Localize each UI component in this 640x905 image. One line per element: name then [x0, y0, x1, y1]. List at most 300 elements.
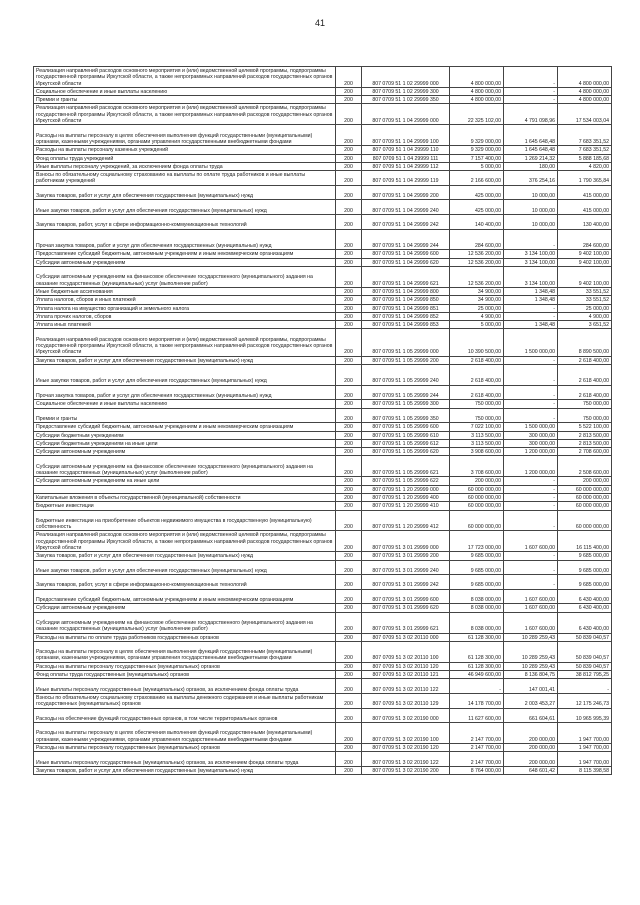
- row-admin-code: 200: [336, 146, 362, 154]
- row-executed-amount: 300 000,00: [504, 439, 558, 447]
- row-classification-code: 807 0709 51 1 05 29999 200: [362, 356, 450, 364]
- table-row: [34, 229, 612, 250]
- table-row: [34, 708, 612, 723]
- row-admin-code: 200: [336, 766, 362, 774]
- row-name: Закупка товаров, работ, услуг в сфере информационно-коммуникационных технологий: [34, 575, 336, 590]
- table-row: [34, 439, 612, 447]
- row-approved-amount: 2 166 600,00: [450, 171, 504, 186]
- row-admin-code: 200: [336, 162, 362, 170]
- row-classification-code: 807 0709 51 1 04 29999 119: [362, 171, 450, 186]
- row-executed-amount: 10 289 259,43: [504, 641, 558, 662]
- row-remaining-amount: 38 812 795,25: [558, 671, 612, 679]
- row-admin-code: 200: [336, 304, 362, 312]
- row-approved-amount: -: [450, 679, 504, 694]
- row-admin-code: 200: [336, 125, 362, 146]
- row-executed-amount: -: [504, 502, 558, 510]
- row-approved-amount: 2 147 700,00: [450, 723, 504, 744]
- table-row: [34, 510, 612, 531]
- row-classification-code: 807 0709 51 3 02 20190 122: [362, 752, 450, 767]
- table-row: [34, 752, 612, 767]
- row-classification-code: 807 0709 51 1 20 29999 410: [362, 502, 450, 510]
- table-row: [34, 385, 612, 400]
- row-name: Реализация направлений расходов основного мероприятия и (или) ведомственной целевой программы, подпрограммы государственной программы Иркутской области, а также непрограммных направлений расходов государственных органов Иркутской области: [34, 67, 336, 88]
- row-executed-amount: 1 348,48: [504, 296, 558, 304]
- row-admin-code: 200: [336, 589, 362, 604]
- row-remaining-amount: 33 551,52: [558, 296, 612, 304]
- row-approved-amount: 17 723 000,00: [450, 531, 504, 552]
- row-admin-code: 200: [336, 604, 362, 612]
- row-remaining-amount: 4 820,00: [558, 162, 612, 170]
- row-classification-code: 807 0709 51 1 04 29999 621: [362, 267, 450, 288]
- row-remaining-amount: 4 900,00: [558, 312, 612, 320]
- row-admin-code: 200: [336, 250, 362, 258]
- row-name: Предоставление субсидий бюджетным, автономным учреждениям и иным некоммерческим организациям: [34, 589, 336, 604]
- row-executed-amount: -: [504, 485, 558, 493]
- row-admin-code: 200: [336, 400, 362, 408]
- row-approved-amount: 5 000,00: [450, 162, 504, 170]
- row-remaining-amount: 50 839 040,57: [558, 633, 612, 641]
- budget-table-body: [34, 67, 612, 775]
- row-classification-code: 807 0709 51 1 04 29999 852: [362, 312, 450, 320]
- row-executed-amount: 3 134 100,00: [504, 258, 558, 266]
- row-approved-amount: 60 000 000,00: [450, 502, 504, 510]
- row-name: Бюджетные инвестиции на приобретение объектов недвижимого имущества в государственную (муниципальную) собственность: [34, 510, 336, 531]
- table-row: [34, 162, 612, 170]
- row-remaining-amount: 33 551,52: [558, 287, 612, 295]
- row-admin-code: 200: [336, 200, 362, 215]
- row-remaining-amount: 5 522 100,00: [558, 423, 612, 431]
- row-approved-amount: 12 536 200,00: [450, 250, 504, 258]
- table-row: [34, 408, 612, 423]
- row-executed-amount: -: [504, 364, 558, 385]
- row-approved-amount: 10 390 500,00: [450, 329, 504, 356]
- row-remaining-amount: -: [558, 679, 612, 694]
- table-row: [34, 448, 612, 456]
- row-executed-amount: 4 791 098,96: [504, 104, 558, 125]
- row-admin-code: 200: [336, 67, 362, 88]
- table-row: [34, 364, 612, 385]
- row-remaining-amount: 6 430 400,00: [558, 612, 612, 633]
- row-admin-code: 200: [336, 744, 362, 752]
- row-name: Расходы на выплаты персоналу государственных (муниципальных) органов: [34, 744, 336, 752]
- row-remaining-amount: 10 965 995,39: [558, 708, 612, 723]
- row-approved-amount: 9 685 000,00: [450, 552, 504, 560]
- row-admin-code: 200: [336, 267, 362, 288]
- row-admin-code: 200: [336, 510, 362, 531]
- row-classification-code: 807 0709 51 1 05 29999 621: [362, 456, 450, 477]
- row-executed-amount: 8 136 804,75: [504, 671, 558, 679]
- row-executed-amount: 648 601,42: [504, 766, 558, 774]
- row-approved-amount: 425 000,00: [450, 200, 504, 215]
- row-remaining-amount: 12 175 246,73: [558, 693, 612, 708]
- table-row: [34, 493, 612, 501]
- row-remaining-amount: 2 813 500,00: [558, 431, 612, 439]
- row-admin-code: 200: [336, 552, 362, 560]
- table-row: [34, 258, 612, 266]
- row-approved-amount: 8 038 000,00: [450, 604, 504, 612]
- row-executed-amount: -: [504, 67, 558, 88]
- row-executed-amount: 376 254,16: [504, 171, 558, 186]
- table-row: [34, 296, 612, 304]
- row-name: Иные бюджетные ассигнования: [34, 287, 336, 295]
- row-remaining-amount: 2 618 400,00: [558, 385, 612, 400]
- row-remaining-amount: 1 947 700,00: [558, 723, 612, 744]
- row-name: Социальное обеспечение и иные выплаты населению: [34, 400, 336, 408]
- row-approved-amount: 200 000,00: [450, 477, 504, 485]
- table-row: [34, 250, 612, 258]
- row-remaining-amount: 9 685 000,00: [558, 552, 612, 560]
- row-classification-code: 807 0709 51 1 04 29999 100: [362, 125, 450, 146]
- row-admin-code: 200: [336, 408, 362, 423]
- row-classification-code: 807 0709 51 1 04 29999 240: [362, 200, 450, 215]
- row-executed-amount: 2 003 453,27: [504, 693, 558, 708]
- row-approved-amount: 750 000,00: [450, 408, 504, 423]
- table-row: [34, 125, 612, 146]
- row-approved-amount: 34 900,00: [450, 296, 504, 304]
- row-name: Субсидии автономным учреждениям на финансовое обеспечение государственного (муниципального) задания на оказание государственных (муниципальных) услуг (выполнение работ): [34, 267, 336, 288]
- row-name: Субсидии автономным учреждениям на финансовое обеспечение государственного (муниципального) задания на оказание государственных (муниципальных) услуг (выполнение работ): [34, 456, 336, 477]
- row-admin-code: 200: [336, 477, 362, 485]
- page-number: 41: [314, 18, 325, 28]
- row-executed-amount: -: [504, 87, 558, 95]
- table-row: [34, 589, 612, 604]
- row-classification-code: 807 0709 51 1 04 29999 112: [362, 162, 450, 170]
- table-row: [34, 321, 612, 329]
- row-approved-amount: 11 627 600,00: [450, 708, 504, 723]
- table-row: [34, 200, 612, 215]
- row-admin-code: 200: [336, 229, 362, 250]
- row-admin-code: 200: [336, 531, 362, 552]
- row-classification-code: 807 0709 51 3 02 20190 100: [362, 723, 450, 744]
- row-executed-amount: 1 607 600,00: [504, 531, 558, 552]
- row-name: Расходы на обеспечение функций государственных органов, в том числе территориальных органов: [34, 708, 336, 723]
- row-executed-amount: 147 001,41: [504, 679, 558, 694]
- row-executed-amount: -: [504, 477, 558, 485]
- row-executed-amount: 200 000,00: [504, 744, 558, 752]
- row-executed-amount: 10 000,00: [504, 214, 558, 229]
- row-name: Иные выплаты персоналу государственных (муниципальных) органов, за исключением фонда оплаты труда: [34, 752, 336, 767]
- row-classification-code: 807 0709 51 3 02 20110 000: [362, 633, 450, 641]
- row-remaining-amount: 9 402 100,00: [558, 258, 612, 266]
- row-admin-code: 200: [336, 633, 362, 641]
- row-executed-amount: 10 000,00: [504, 185, 558, 200]
- table-row: [34, 87, 612, 95]
- row-admin-code: 200: [336, 321, 362, 329]
- row-admin-code: 200: [336, 214, 362, 229]
- row-approved-amount: 9 329 000,00: [450, 146, 504, 154]
- row-name: Прочая закупка товаров, работ и услуг для обеспечения государственных (муниципальных) нужд: [34, 229, 336, 250]
- row-classification-code: 807 0709 51 1 20 29999 000: [362, 485, 450, 493]
- row-approved-amount: 60 000 000,00: [450, 485, 504, 493]
- row-admin-code: 200: [336, 708, 362, 723]
- row-remaining-amount: 415 000,00: [558, 200, 612, 215]
- row-name: Расходы на выплаты персоналу казенных учреждений: [34, 146, 336, 154]
- row-admin-code: 200: [336, 560, 362, 575]
- row-name: Премии и гранты: [34, 96, 336, 104]
- row-executed-amount: 200 000,00: [504, 723, 558, 744]
- row-name: Капитальные вложения в объекты государственной (муниципальной) собственности: [34, 493, 336, 501]
- table-row: [34, 612, 612, 633]
- row-classification-code: 807 0709 51 3 01 29999 240: [362, 560, 450, 575]
- row-admin-code: 200: [336, 493, 362, 501]
- row-executed-amount: -: [504, 400, 558, 408]
- table-row: [34, 146, 612, 154]
- row-name: Уплата прочих налогов, сборов: [34, 312, 336, 320]
- table-row: [34, 431, 612, 439]
- row-admin-code: 200: [336, 385, 362, 400]
- row-admin-code: 200: [336, 287, 362, 295]
- row-executed-amount: -: [504, 304, 558, 312]
- row-classification-code: 807 0709 51 3 01 29999 200: [362, 552, 450, 560]
- row-remaining-amount: 130 400,00: [558, 214, 612, 229]
- table-row: [34, 329, 612, 356]
- row-name: Расходы на выплаты по оплате труда работников государственных органов: [34, 633, 336, 641]
- row-approved-amount: 2 618 400,00: [450, 385, 504, 400]
- row-name: Уплата налогов, сборов и иных платежей: [34, 296, 336, 304]
- table-row: [34, 575, 612, 590]
- row-approved-amount: 14 178 700,00: [450, 693, 504, 708]
- row-name: Предоставление субсидий бюджетным, автономным учреждениям и иным некоммерческим организациям: [34, 250, 336, 258]
- row-classification-code: 807 0709 51 1 05 29999 600: [362, 423, 450, 431]
- table-row: [34, 633, 612, 641]
- row-executed-amount: -: [504, 575, 558, 590]
- row-classification-code: 807 0709 51 1 05 29999 620: [362, 448, 450, 456]
- row-executed-amount: -: [504, 552, 558, 560]
- table-row: [34, 171, 612, 186]
- table-row: [34, 456, 612, 477]
- row-classification-code: 807 0709 51 1 02 29999 000: [362, 67, 450, 88]
- row-name: Иные выплаты персоналу государственных (муниципальных) органов, за исключением фонда оплаты труда: [34, 679, 336, 694]
- row-name: Субсидии бюджетным учреждениям: [34, 431, 336, 439]
- table-row: [34, 96, 612, 104]
- row-classification-code: 807 0709 51 3 02 20190 200: [362, 766, 450, 774]
- row-executed-amount: 661 604,61: [504, 708, 558, 723]
- row-name: Иные закупки товаров, работ и услуг для обеспечения государственных (муниципальных) нужд: [34, 200, 336, 215]
- row-name: Иные выплаты персоналу учреждений, за исключением фонда оплаты труда: [34, 162, 336, 170]
- row-executed-amount: -: [504, 96, 558, 104]
- row-executed-amount: 10 289 259,43: [504, 633, 558, 641]
- table-row: [34, 641, 612, 662]
- row-classification-code: 807 0709 51 1 20 29999 400: [362, 493, 450, 501]
- row-approved-amount: 3 908 600,00: [450, 448, 504, 456]
- budget-table: [33, 66, 612, 775]
- row-approved-amount: 4 800 000,00: [450, 96, 504, 104]
- row-classification-code: 807 0709 51 3 01 29999 620: [362, 604, 450, 612]
- row-remaining-amount: 2 618 400,00: [558, 356, 612, 364]
- row-classification-code: 807 0709 51 1 04 29999 850: [362, 296, 450, 304]
- row-name: Субсидии автономным учреждениям: [34, 258, 336, 266]
- row-name: Иные закупки товаров, работ и услуг для обеспечения государственных (муниципальных) нужд: [34, 560, 336, 575]
- row-executed-amount: 1 348,48: [504, 287, 558, 295]
- row-approved-amount: 61 128 300,00: [450, 662, 504, 670]
- row-remaining-amount: 60 000 000,00: [558, 485, 612, 493]
- row-approved-amount: 34 900,00: [450, 287, 504, 295]
- row-approved-amount: 61 128 300,00: [450, 633, 504, 641]
- row-executed-amount: -: [504, 510, 558, 531]
- row-remaining-amount: 6 430 400,00: [558, 589, 612, 604]
- row-classification-code: 807 0709 51 1 05 29999 244: [362, 385, 450, 400]
- row-executed-amount: 200 000,00: [504, 752, 558, 767]
- row-classification-code: 807 0709 51 1 02 29999 350: [362, 96, 450, 104]
- row-remaining-amount: 50 839 040,57: [558, 641, 612, 662]
- row-name: Взносы по обязательному социальному страхованию на выплаты денежного содержания и иные выплаты работникам государственных (муниципальных) органов: [34, 693, 336, 708]
- row-executed-amount: 1 200 000,00: [504, 456, 558, 477]
- row-classification-code: 807 0709 51 1 05 29999 300: [362, 400, 450, 408]
- row-remaining-amount: 60 000 000,00: [558, 502, 612, 510]
- table-row: [34, 185, 612, 200]
- row-remaining-amount: 9 402 100,00: [558, 250, 612, 258]
- row-classification-code: 807 0709 51 1 04 29999 242: [362, 214, 450, 229]
- row-approved-amount: 46 949 600,00: [450, 671, 504, 679]
- row-remaining-amount: 1 790 365,84: [558, 171, 612, 186]
- row-remaining-amount: 8 890 500,00: [558, 329, 612, 356]
- row-classification-code: 807 0709 51 1 04 29999 851: [362, 304, 450, 312]
- table-row: [34, 287, 612, 295]
- row-approved-amount: 140 400,00: [450, 214, 504, 229]
- row-executed-amount: 10 289 259,43: [504, 662, 558, 670]
- row-remaining-amount: 2 508 600,00: [558, 456, 612, 477]
- row-classification-code: 807 0709 51 1 02 29999 300: [362, 87, 450, 95]
- row-remaining-amount: 1 947 700,00: [558, 752, 612, 767]
- row-name: Расходы на выплаты персоналу государственных (муниципальных) органов: [34, 662, 336, 670]
- row-name: Закупка товаров, работ и услуг для обеспечения государственных (муниципальных) нужд: [34, 766, 336, 774]
- table-row: [34, 214, 612, 229]
- row-classification-code: 807 0709 51 1 04 29999 110: [362, 146, 450, 154]
- row-classification-code: 807 0709 51 3 02 20190 000: [362, 708, 450, 723]
- row-name: Фонд оплаты труда государственных (муниципальных) органов: [34, 671, 336, 679]
- row-executed-amount: 10 000,00: [504, 200, 558, 215]
- row-remaining-amount: 9 685 000,00: [558, 575, 612, 590]
- row-classification-code: 807 0709 51 1 05 29999 622: [362, 477, 450, 485]
- row-name: Субсидии автономным учреждениям: [34, 604, 336, 612]
- row-executed-amount: 180,00: [504, 162, 558, 170]
- row-approved-amount: 60 000 000,00: [450, 493, 504, 501]
- row-executed-amount: 3 134 100,00: [504, 250, 558, 258]
- row-name: Закупка товаров, работ и услуг для обеспечения государственных (муниципальных) нужд: [34, 552, 336, 560]
- row-classification-code: 807 0709 51 1 04 29999 111: [362, 154, 450, 162]
- table-row: [34, 662, 612, 670]
- row-approved-amount: 2 147 700,00: [450, 752, 504, 767]
- row-admin-code: 200: [336, 448, 362, 456]
- row-classification-code: 807 0709 51 1 04 29999 620: [362, 258, 450, 266]
- row-name: Уплата налога на имущество организаций и земельного налога: [34, 304, 336, 312]
- row-approved-amount: 9 685 000,00: [450, 575, 504, 590]
- row-admin-code: 200: [336, 87, 362, 95]
- row-approved-amount: 60 000 000,00: [450, 510, 504, 531]
- row-approved-amount: 3 708 600,00: [450, 456, 504, 477]
- row-approved-amount: 12 536 200,00: [450, 258, 504, 266]
- table-row: [34, 400, 612, 408]
- row-name: Предоставление субсидий бюджетным, автономным учреждениям и иным некоммерческим организациям: [34, 423, 336, 431]
- row-executed-amount: 1 607 600,00: [504, 604, 558, 612]
- table-row: [34, 485, 612, 493]
- table-row: [34, 104, 612, 125]
- row-approved-amount: 9 685 000,00: [450, 560, 504, 575]
- row-name: Бюджетные инвестиции: [34, 502, 336, 510]
- row-admin-code: 200: [336, 723, 362, 744]
- row-classification-code: 807 0709 51 3 01 29999 621: [362, 612, 450, 633]
- table-row: [34, 304, 612, 312]
- row-classification-code: 807 0709 51 3 01 29999 600: [362, 589, 450, 604]
- row-admin-code: 200: [336, 356, 362, 364]
- row-classification-code: 807 0709 51 3 02 20110 121: [362, 671, 450, 679]
- row-approved-amount: 425 000,00: [450, 185, 504, 200]
- table-row: [34, 552, 612, 560]
- row-approved-amount: 8 038 000,00: [450, 589, 504, 604]
- row-admin-code: 200: [336, 423, 362, 431]
- table-row: [34, 693, 612, 708]
- row-remaining-amount: 284 600,00: [558, 229, 612, 250]
- row-approved-amount: 25 000,00: [450, 304, 504, 312]
- row-approved-amount: 4 900,00: [450, 312, 504, 320]
- row-remaining-amount: 17 534 003,04: [558, 104, 612, 125]
- row-executed-amount: -: [504, 356, 558, 364]
- row-remaining-amount: 9 402 100,00: [558, 267, 612, 288]
- row-classification-code: 807 0709 51 1 04 29999 800: [362, 287, 450, 295]
- row-remaining-amount: 8 115 398,58: [558, 766, 612, 774]
- row-remaining-amount: 5 888 185,68: [558, 154, 612, 162]
- row-approved-amount: 2 147 700,00: [450, 744, 504, 752]
- row-name: Реализация направлений расходов основного мероприятия и (или) ведомственной целевой программы, подпрограммы государственной программы Иркутской области, а также непрограммных направлений расходов государственных органов Иркутской области: [34, 531, 336, 552]
- row-admin-code: 200: [336, 171, 362, 186]
- table-row: [34, 766, 612, 774]
- row-executed-amount: 1 200 000,00: [504, 448, 558, 456]
- row-remaining-amount: 200 000,00: [558, 477, 612, 485]
- row-approved-amount: 7 022 100,00: [450, 423, 504, 431]
- table-row: [34, 671, 612, 679]
- row-approved-amount: 22 325 102,00: [450, 104, 504, 125]
- row-admin-code: 200: [336, 485, 362, 493]
- row-classification-code: 807 0709 51 1 05 29999 612: [362, 439, 450, 447]
- row-name: Субсидии автономным учреждениям на иные цели: [34, 477, 336, 485]
- row-name: Субсидии бюджетным учреждениям на иные цели: [34, 439, 336, 447]
- row-classification-code: 807 0709 51 1 04 29999 244: [362, 229, 450, 250]
- row-name: Фонд оплаты труда учреждений: [34, 154, 336, 162]
- row-classification-code: 807 0709 51 3 01 29999 000: [362, 531, 450, 552]
- row-remaining-amount: 25 000,00: [558, 304, 612, 312]
- table-row: [34, 154, 612, 162]
- row-admin-code: 200: [336, 154, 362, 162]
- row-admin-code: 200: [336, 329, 362, 356]
- table-row: [34, 679, 612, 694]
- row-executed-amount: 300 000,00: [504, 431, 558, 439]
- row-name: Реализация направлений расходов основного мероприятия и (или) ведомственной целевой программы, подпрограммы государственной программы Иркутской области, а также непрограммных направлений расходов государственных органов Иркутской области: [34, 104, 336, 125]
- row-classification-code: 807 0709 51 1 20 29999 412: [362, 510, 450, 531]
- row-name: Взносы по обязательному социальному страхованию на выплаты по оплате труда работников и иные выплаты работникам учреждений: [34, 171, 336, 186]
- row-approved-amount: 750 000,00: [450, 400, 504, 408]
- row-name: Расходы на выплаты персоналу в целях обеспечения выполнения функций государственными (муниципальными) органами, казенными учреждениями, органами управления государственными внебюджетными фондами: [34, 723, 336, 744]
- row-admin-code: 200: [336, 752, 362, 767]
- row-admin-code: 200: [336, 671, 362, 679]
- row-executed-amount: 1 645 648,48: [504, 125, 558, 146]
- row-classification-code: 807 0709 51 1 04 29999 200: [362, 185, 450, 200]
- row-admin-code: 200: [336, 364, 362, 385]
- row-classification-code: 807 0709 51 3 01 29999 242: [362, 575, 450, 590]
- row-approved-amount: 2 618 400,00: [450, 364, 504, 385]
- table-row: [34, 477, 612, 485]
- row-approved-amount: 8 038 000,00: [450, 612, 504, 633]
- row-remaining-amount: 7 683 351,52: [558, 146, 612, 154]
- row-name: [34, 485, 336, 493]
- row-approved-amount: 5 000,00: [450, 321, 504, 329]
- row-executed-amount: -: [504, 385, 558, 400]
- table-row: [34, 502, 612, 510]
- table-row: [34, 604, 612, 612]
- row-executed-amount: 3 134 100,00: [504, 267, 558, 288]
- row-approved-amount: 2 618 400,00: [450, 356, 504, 364]
- row-remaining-amount: 50 839 040,57: [558, 662, 612, 670]
- row-classification-code: 807 0709 51 1 05 29999 240: [362, 364, 450, 385]
